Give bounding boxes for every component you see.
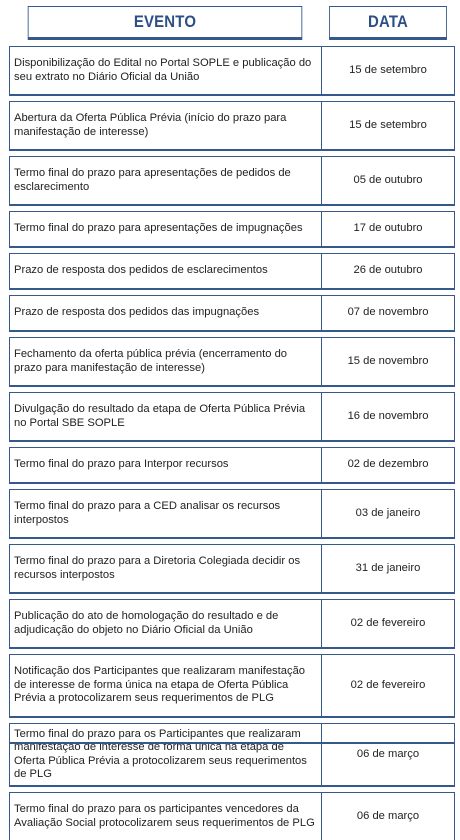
table-row [9,211,455,248]
date-cell: 31 de janeiro [321,544,455,592]
date-cell: 17 de outubro [321,211,455,246]
table-row [9,337,455,387]
schedule-table [9,6,455,840]
table-header [9,6,455,40]
date-cell: 16 de novembro [321,392,455,440]
table-row [9,447,455,484]
date-cell: 03 de janeiro [321,489,455,537]
table-row [9,489,455,539]
date-cell: 05 de outubro [321,156,455,204]
event-cell: Prazo de resposta dos pedidos das impugnações [9,295,321,330]
table-row [9,392,455,442]
event-cell: Termo final do prazo para apresentações de pedidos de esclarecimento [9,156,321,204]
event-cell: Abertura da Oferta Pública Prévia (início do prazo para manifestação de interesse) [9,101,321,149]
event-cell: Termo final do prazo para os Participantes que realizaram manifestação de interesse de forma única na etapa de Oferta Pública Prévia a protocolizarem seus requerimentos de PLG [9,723,321,785]
table-row [9,792,455,840]
date-cell: 02 de fevereiro [321,654,455,716]
event-cell: Termo final do prazo para a Diretoria Colegiada decidir os recursos interpostos [9,544,321,592]
event-cell: Prazo de resposta dos pedidos de esclarecimentos [9,253,321,288]
date-cell: 07 de novembro [321,295,455,330]
table-row [9,156,455,206]
event-cell: Termo final do prazo para a CED analisar os recursos interpostos [9,489,321,537]
header-data: DATA [329,6,447,40]
event-cell: Termo final do prazo para apresentações de impugnações [9,211,321,246]
table-row [9,654,455,718]
date-cell: 15 de setembro [321,101,455,149]
date-cell: 02 de dezembro [321,447,455,482]
event-cell: Termo final do prazo para Interpor recursos [9,447,321,482]
table-row [9,723,455,787]
table-row [9,295,455,332]
date-cell: 02 de fevereiro [321,599,455,647]
event-cell: Notificação dos Participantes que realizaram manifestação de interesse de forma única na etapa de Oferta Pública Prévia a protocolizarem seus requerimentos de PLG [9,654,321,716]
table-row [9,46,455,96]
event-cell: Termo final do prazo para os participantes vencedores da Avaliação Social protocolizarem seus requerimentos de PLG [9,792,321,840]
table-row [9,599,455,649]
date-cell: 06 de março [321,723,455,785]
date-cell: 06 de março [321,792,455,840]
event-cell: Fechamento da oferta pública prévia (encerramento do prazo para manifestação de interesse) [9,337,321,385]
event-cell: Divulgação do resultado da etapa de Oferta Pública Prévia no Portal SBE SOPLE [9,392,321,440]
event-cell: Publicação do ato de homologação do resultado e de adjudicação do objeto no Diário Oficial da União [9,599,321,647]
table-bottom-border [9,740,455,744]
table-row [9,544,455,594]
date-cell: 15 de setembro [321,46,455,94]
header-evento: EVENTO [28,6,303,40]
table-row [9,253,455,290]
date-cell: 26 de outubro [321,253,455,288]
date-cell: 15 de novembro [321,337,455,385]
event-cell: Disponibilização do Edital no Portal SOPLE e publicação do seu extrato no Diário Oficial da União [9,46,321,94]
table-row [9,101,455,151]
